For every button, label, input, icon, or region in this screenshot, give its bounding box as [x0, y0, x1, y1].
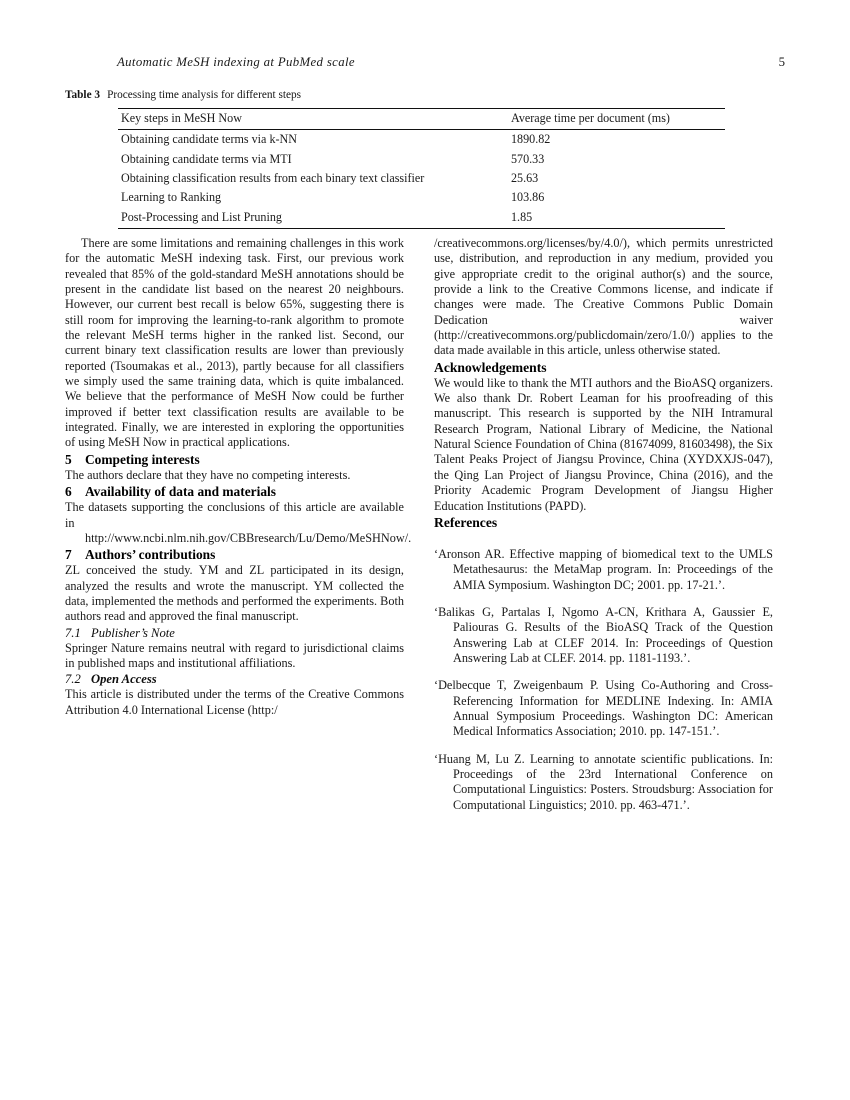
section-title: Competing interests	[85, 451, 200, 467]
table-3-block	[65, 88, 785, 229]
page-header	[65, 55, 785, 77]
cell-time: 1.85	[511, 208, 725, 229]
left-column	[65, 236, 412, 718]
table-caption	[65, 88, 785, 102]
column-header-time: Average time per document (ms)	[511, 109, 725, 130]
cell-step: Post-Processing and List Pruning	[118, 208, 511, 229]
reference-item: ‘Balikas G, Partalas I, Ngomo A-CN, Krithara A, Gaussier E, Paliouras G. Results of the BioASQ Track of the Question Answering Lab at CLEF 2014. In: Proceedings of Question Answering Lab at CLEF. 2014. pp. 1181-1193.’.	[434, 604, 773, 665]
heading-references: References	[434, 514, 498, 530]
heading-authors-contributions	[65, 546, 404, 563]
paragraph-availability: The datasets supporting the conclusions of this article are available in	[65, 500, 404, 530]
page-number: 5	[778, 55, 785, 69]
reference-item: ‘Delbecque T, Zweigenbaum P. Using Co-Authoring and Cross-Referencing Information for MEDLINE Indexing. In: AMIA Annual Symposium Proceedings. Washington DC: American Medical Informatics Association; 2010. pp. 147-151.’.	[434, 678, 773, 739]
paragraph-acknowledgements: We would like to thank the MTI authors and the BioASQ organizers. We also thank Dr. Robert Leaman for his proofreading of this manuscript. This research is supported by the NIH Intramural Research Program, National Library of Medicine, the National Natural Science Foundation of China (81674099, 81603498), the Six Talent Peaks Project of Jiangsu Province, China (XYDXXJS-047), the Qing Lan Project of Jiangsu Province, China (2016), and the Priority Academic Program Development of Jiangsu Higher Education Institutions (PAPD).	[434, 375, 773, 513]
heading-publishers-note	[65, 625, 404, 641]
reference-item: ‘Huang M, Lu Z. Learning to annotate scientific publications. In: Proceedings of the 23rd International Conference on Computational Linguistics: Posters. Stroudsburg: Association for Computational Linguistics; 2010. pp. 463-471.’.	[434, 751, 773, 812]
cell-time: 103.86	[511, 190, 545, 205]
subsection-title: Publisher’s Note	[91, 625, 175, 640]
two-column-body	[65, 236, 785, 1076]
cell-step: Obtaining classification results from each binary text classifier	[121, 171, 425, 186]
table-row	[118, 208, 725, 229]
cell-step: Learning to Ranking	[121, 190, 222, 205]
paragraph-authors-contributions: ZL conceived the study. YM and ZL participated in its design, analyzed the results and wrote the manuscript. YM collected the data, implemented the methods and performed the experiments. Both authors read and approved the final manuscript.	[65, 563, 404, 624]
subsection-number: 7.2	[65, 672, 81, 687]
table-row	[118, 149, 725, 168]
table-row	[118, 188, 725, 207]
paragraph-open-access: This article is distributed under the terms of the Creative Commons Attribution 4.0 International License (http:/	[65, 687, 404, 717]
reference-item: ‘Aronson AR. Effective mapping of biomedical text to the UMLS Metathesaurus: the MetaMap program. In: Proceedings of the AMIA Symposium. Washington DC; 2001. pp. 17-21.’.	[434, 546, 773, 592]
heading-competing-interests	[65, 451, 404, 468]
paragraph-open-access-continued: /creativecommons.org/licenses/by/4.0/), which permits unrestricted use, distribution, and reproduction in any medium, provided you give appropriate credit to the original author(s) and the source, provide a link to the Creative Commons license, and indicate if changes were made. The Creative Commons Public Domain Dedication waiver (http://creativecommons.org/publicdomain/zero/1.0/) applies to the data made available in this article, unless otherwise stated.	[434, 236, 773, 358]
subsection-title: Open Access	[91, 672, 157, 687]
table-header-row	[118, 109, 725, 130]
section-number: 7	[65, 547, 72, 563]
paragraph-publishers-note: Springer Nature remains neutral with regard to jurisdictional claims in published maps and institutional affiliations.	[65, 640, 404, 670]
table-caption-text: Processing time analysis for different steps	[107, 89, 302, 101]
table-row	[118, 130, 725, 150]
section-title: Availability of data and materials	[85, 484, 276, 500]
cell-time: 25.63	[511, 171, 539, 186]
paragraph-competing-interests: The authors declare that they have no competing interests.	[65, 467, 351, 482]
table-row	[118, 169, 725, 188]
heading-availability	[65, 483, 404, 500]
table-body	[118, 130, 725, 229]
processing-time-table	[118, 108, 725, 229]
right-column	[434, 236, 773, 813]
table-header	[118, 109, 725, 130]
section-number: 6	[65, 484, 72, 500]
cell-time: 1890.82	[511, 132, 551, 147]
running-head-title: Automatic MeSH indexing at PubMed scale	[117, 55, 355, 69]
column-header-step: Key steps in MeSH Now	[118, 109, 511, 130]
availability-url[interactable]: http://www.ncbi.nlm.nih.gov/CBBresearch/Lu/Demo/MeSHNow/.	[85, 530, 412, 545]
cell-step: Obtaining candidate terms via k-NN	[121, 132, 297, 147]
table-caption-label: Table 3	[65, 89, 101, 101]
cell-step: Obtaining candidate terms via MTI	[121, 151, 292, 166]
cell-time: 570.33	[511, 151, 545, 166]
section-number: 5	[65, 451, 72, 467]
heading-acknowledgements: Acknowledgements	[434, 359, 547, 375]
section-title: Authors’ contributions	[85, 547, 216, 563]
heading-open-access	[65, 671, 404, 687]
reference-list	[434, 547, 773, 813]
subsection-number: 7.1	[65, 625, 81, 640]
paragraph-limitations: There are some limitations and remaining challenges in this work for the automatic MeSH indexing task. First, our previous work revealed that 85% of the gold-standard MeSH annotations should be present in the candidate list based on the nearest 20 neighbours. However, our current best recall is below 65%, suggesting there is still room for improving the learning-to-rank algorithm to promote the relevant MeSH terms higher in the ranked list. Second, our current binary text classification results are lower than previously reported (Tsoumakas et al., 2013), partly because for all classifiers we simply used the same training data, which is quite imbalanced. We believe that the performance of MeSH Now could be further improved if better text classification results are available to be integrated. Finally, we are interested in exploring the opportunities of using MeSH Now in practical applications.	[65, 236, 404, 450]
